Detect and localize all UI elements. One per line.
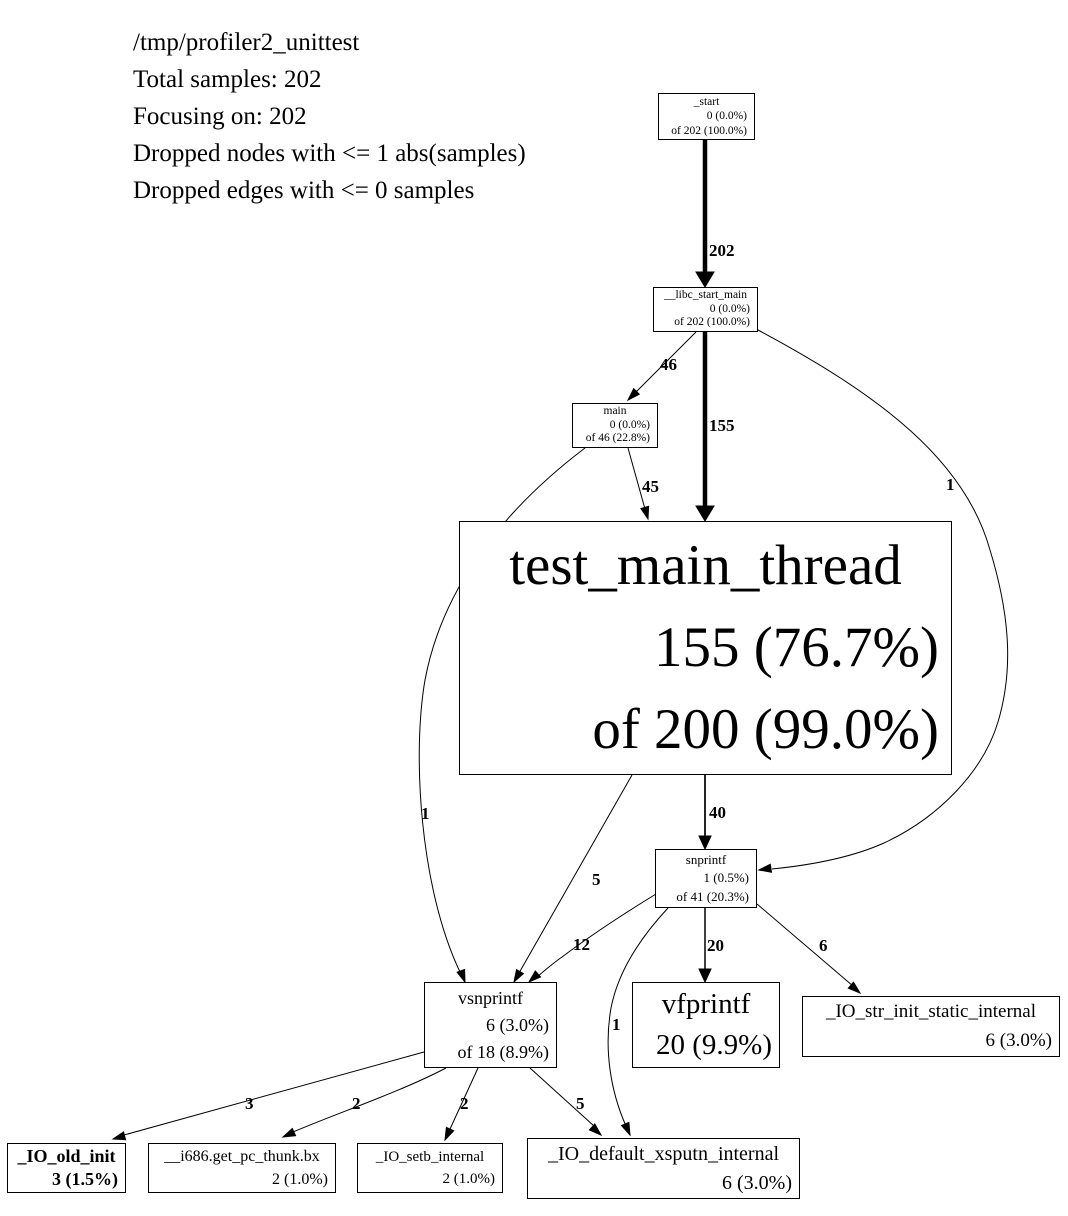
node-xsputn-self: 6 (3.0%) — [722, 1171, 792, 1194]
header-dropped-edges: Dropped edges with <= 0 samples — [133, 177, 475, 204]
node-i686-name: __i686.get_pc_thunk.bx — [164, 1147, 320, 1165]
edge-label-libc-snprintf: 1 — [946, 475, 955, 494]
header-binary-path: /tmp/profiler2_unittest — [133, 29, 360, 56]
node-io-setb-internal — [357, 1143, 503, 1193]
node-libc-total: of 202 (100.0%) — [674, 316, 750, 329]
arrowhead-main-vsnprintf — [457, 969, 465, 982]
header-dropped-nodes: Dropped nodes with <= 1 abs(samples) — [133, 140, 526, 167]
node-main — [572, 403, 658, 448]
arrowhead-vsnprintf-i686 — [283, 1129, 296, 1138]
header-total-samples: Total samples: 202 — [133, 66, 322, 93]
node-snprintf — [655, 849, 757, 908]
node-ioold-self: 3 (1.5%) — [52, 1169, 118, 1189]
node-vsnprintf-self: 6 (3.0%) — [486, 1014, 549, 1035]
arrowhead-vsnprintf-xsputn — [589, 1124, 601, 1135]
node-setb-self: 2 (1.0%) — [442, 1171, 495, 1187]
node-libc-name: __libc_start_main — [663, 288, 748, 301]
arrowhead-main-tmt — [641, 506, 649, 519]
node-io-str-init-static-internal — [802, 996, 1060, 1057]
node-vsnprintf-name: vsnprintf — [458, 987, 523, 1008]
node-iostr-name: _IO_str_init_static_internal — [825, 1001, 1036, 1022]
edge-vsnprintf-i686 — [293, 1068, 446, 1132]
edge-label-start-libc: 202 — [709, 241, 735, 260]
node-start-name: _start — [693, 95, 720, 108]
node-snprintf-self: 1 (0.5%) — [703, 870, 749, 886]
arrowhead-snprintf-vfprintf — [699, 969, 711, 982]
edge-label-snprintf-iostr: 6 — [819, 936, 828, 955]
edge-snprintf-vsnprintf — [537, 894, 656, 977]
node-io-old-init — [7, 1143, 126, 1193]
header-focusing-on: Focusing on: 202 — [133, 103, 307, 130]
node-start — [658, 93, 755, 140]
arrowhead-tmt-vsnprintf — [514, 970, 523, 982]
node-libc-start-main — [653, 287, 758, 332]
node-tmt-self: 155 (76.7%) — [654, 615, 939, 679]
edge-label-vsnprintf-i686: 2 — [352, 1094, 361, 1113]
node-iostr-self: 6 (3.0%) — [985, 1029, 1052, 1051]
node-ioold-name: _IO_old_init — [17, 1145, 116, 1166]
node-snprintf-name: snprintf — [685, 852, 727, 868]
arrowhead-snprintf-xsputn — [622, 1122, 631, 1135]
node-vsnprintf-total: of 18 (8.9%) — [457, 1041, 549, 1062]
edge-label-tmt-vsnprintf: 5 — [592, 870, 601, 889]
node-i686-get-pc-thunk-bx — [148, 1143, 336, 1193]
node-vfprintf — [632, 982, 780, 1068]
node-vfprintf-name: vfprintf — [661, 988, 751, 1021]
node-vfprintf-self: 20 (9.9%) — [656, 1029, 772, 1061]
arrowhead-libc-snprintf — [759, 864, 772, 872]
edge-label-vsnprintf-ioold: 3 — [245, 1094, 254, 1113]
edge-label-snprintf-xsputn: 1 — [612, 1015, 621, 1034]
node-main-name: main — [603, 404, 627, 417]
node-main-self: 0 (0.0%) — [609, 418, 650, 431]
edge-vsnprintf-ioold — [124, 1052, 424, 1135]
edge-label-libc-main: 46 — [660, 355, 677, 374]
node-xsputn-name: _IO_default_xsputn_internal — [547, 1142, 780, 1165]
node-test-main-thread — [459, 521, 952, 775]
arrowhead-vsnprintf-ioold — [113, 1132, 126, 1140]
arrowhead-vsnprintf-setb — [445, 1127, 454, 1140]
node-setb-name: _IO_setb_internal — [375, 1148, 485, 1165]
edge-label-snprintf-vfprintf: 20 — [707, 936, 724, 955]
node-io-default-xsputn-internal — [527, 1138, 800, 1199]
node-snprintf-total: of 41 (20.3%) — [676, 888, 749, 904]
node-main-total: of 46 (22.8%) — [585, 432, 650, 445]
edge-label-main-tmt: 45 — [642, 477, 659, 496]
node-libc-self: 0 (0.0%) — [709, 302, 750, 315]
arrowhead-start-libc — [696, 272, 714, 287]
edge-label-vsnprintf-setb: 2 — [460, 1094, 469, 1113]
edge-label-main-vsnprintf: 1 — [421, 804, 430, 823]
node-tmt-name: test_main_thread — [509, 533, 902, 597]
node-start-self: 0 (0.0%) — [706, 110, 747, 123]
arrowhead-tmt-snprintf — [699, 836, 711, 849]
edge-label-libc-tmt: 155 — [709, 416, 735, 435]
edge-label-snprintf-vsnprintf: 12 — [573, 935, 590, 954]
edge-label-tmt-snprintf: 40 — [709, 803, 726, 822]
arrowhead-libc-tmt — [696, 506, 714, 521]
node-tmt-total: of 200 (99.0%) — [592, 698, 939, 762]
arrowhead-snprintf-vsnprintf — [529, 971, 541, 982]
node-vsnprintf — [424, 982, 557, 1068]
node-i686-self: 2 (1.0%) — [272, 1171, 328, 1188]
node-start-total: of 202 (100.0%) — [671, 124, 747, 137]
edge-label-vsnprintf-xsputn: 5 — [576, 1094, 585, 1113]
edge-snprintf-iostr — [757, 904, 853, 986]
